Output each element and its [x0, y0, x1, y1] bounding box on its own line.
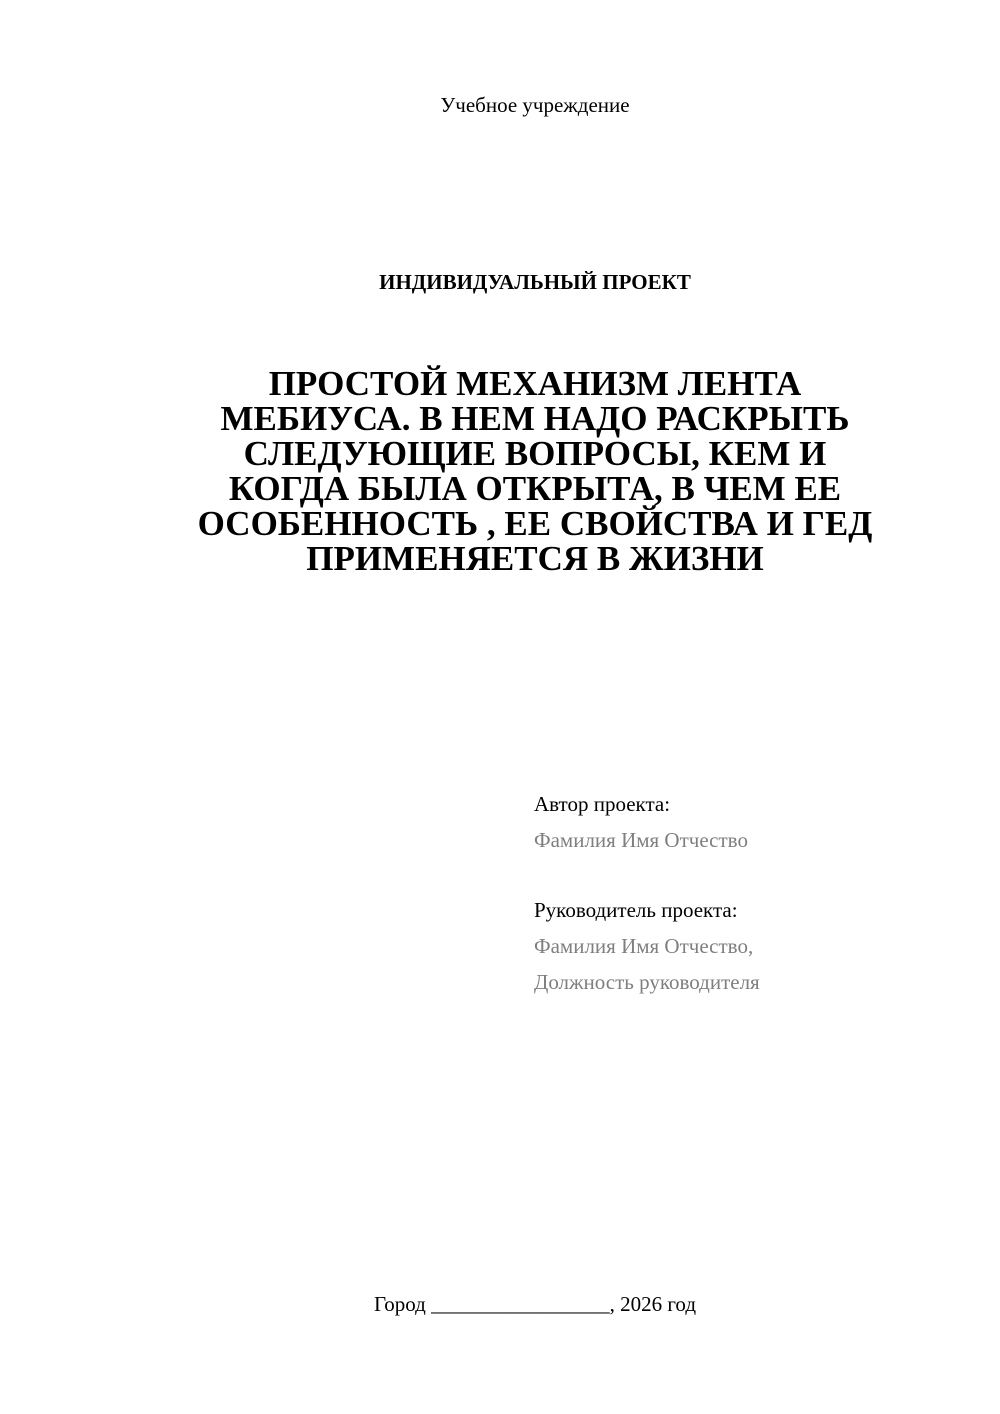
author-name-placeholder: Фамилия Имя Отчество [534, 828, 748, 852]
project-title-line: ОСОБЕННОСТЬ , ЕЕ СВОЙСТВА И ГЕД [197, 504, 873, 543]
city-year-line: Город _________________, 2026 год [373, 1292, 697, 1316]
supervisor-label: Руководитель проекта: [534, 898, 738, 922]
institution-name: Учебное учреждение [440, 93, 630, 117]
supervisor-block [534, 892, 974, 1000]
project-title-line: ПРОСТОЙ МЕХАНИЗМ ЛЕНТА [268, 364, 802, 403]
author-label: Автор проекта: [534, 792, 671, 816]
project-type-heading: ИНДИВИДУАЛЬНЫЙ ПРОЕКТ [379, 270, 691, 294]
supervisor-position-placeholder: Должность руководителя [534, 970, 760, 994]
signatures-block [534, 786, 974, 1000]
project-title [150, 366, 920, 576]
project-title-line: КОГДА БЫЛА ОТКРЫТА, В ЧЕМ ЕЕ [228, 469, 842, 508]
project-title-line: ПРИМЕНЯЕТСЯ В ЖИЗНИ [306, 539, 764, 578]
project-title-line: МЕБИУСА. В НЕМ НАДО РАСКРЫТЬ [220, 399, 850, 438]
supervisor-name-placeholder: Фамилия Имя Отчество, [534, 934, 754, 958]
project-title-line: СЛЕДУЮЩИЕ ВОПРОСЫ, КЕМ И [243, 434, 827, 473]
author-block [534, 786, 974, 858]
